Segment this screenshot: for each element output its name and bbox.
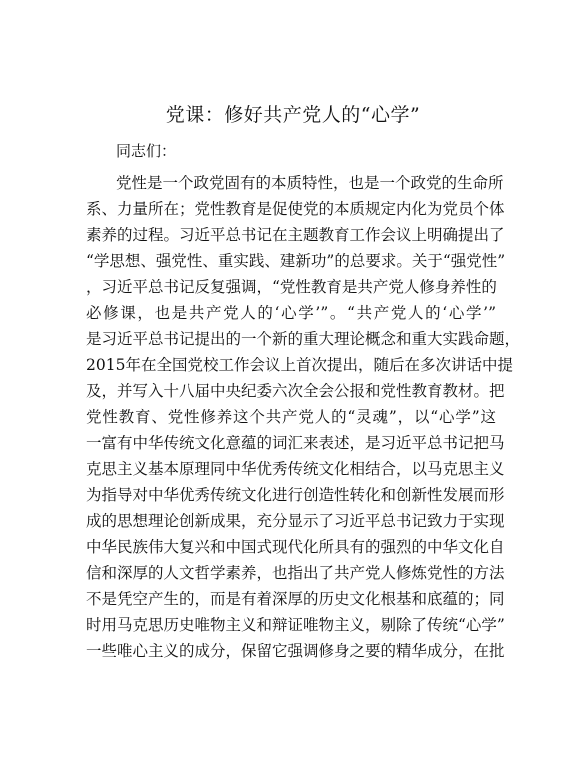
body-line: 不是凭空产生的，而是有着深厚的历史文化根基和底蕴的；同 [86, 590, 505, 608]
body-line: 是习近平总书记提出的一个新的重大理论概念和重大实践命题， [86, 330, 521, 348]
body-line: 时用马克思历史唯物主义和辩证唯物主义，剔除了传统“心学” [86, 616, 505, 634]
salutation: 同志们： [116, 142, 177, 160]
body-line: 必修课，也是共产党人的‘心学’”。“共产党人的‘心学’” [86, 304, 496, 322]
body-line: 克思主义基本原理同中华优秀传统文化相结合，以马克思主义 [86, 460, 505, 478]
body-line: 系、力量所在；党性教育是促使党的本质规定内化为党员个体 [86, 200, 505, 218]
body-line: 成的思想理论创新成果，充分显示了习近平总书记致力于实现 [86, 512, 505, 530]
body-line: ，习近平总书记反复强调，“党性教育是共产党人修身养性的 [86, 278, 497, 296]
body-line: 及，并写入十八届中央纪委六次全会公报和党性教育教材。把 [86, 382, 505, 400]
body-line: 党性教育、党性修养这个共产党人的“灵魂”，以“心学”这 [86, 408, 496, 426]
body-line: 信和深厚的人文哲学素养，也指出了共产党人修炼党性的方法 [86, 564, 505, 582]
body-line: 一富有中华传统文化意蕴的词汇来表述，是习近平总书记把马 [86, 434, 505, 452]
body-line: 素养的过程。习近平总书记在主题教育工作会议上明确提出了 [86, 226, 505, 244]
body-line: 2015年在全国党校工作会议上首次提出，随后在多次讲话中提 [86, 356, 513, 374]
body-line: 一些唯心主义的成分，保留它强调修身之要的精华成分，在批 [86, 642, 505, 660]
body-line: 党性是一个政党固有的本质特性，也是一个政党的生命所 [116, 174, 504, 192]
document-title: 党课：修好共产党人的“心学” [165, 104, 421, 126]
body-line: “学思想、强党性、重实践、建新功”的总要求。关于“强党性” [86, 252, 506, 270]
body-line: 中华民族伟大复兴和中国式现代化所具有的强烈的中华文化自 [86, 538, 505, 556]
body-line: 为指导对中华优秀传统文化进行创造性转化和创新性发展而形 [86, 486, 505, 504]
